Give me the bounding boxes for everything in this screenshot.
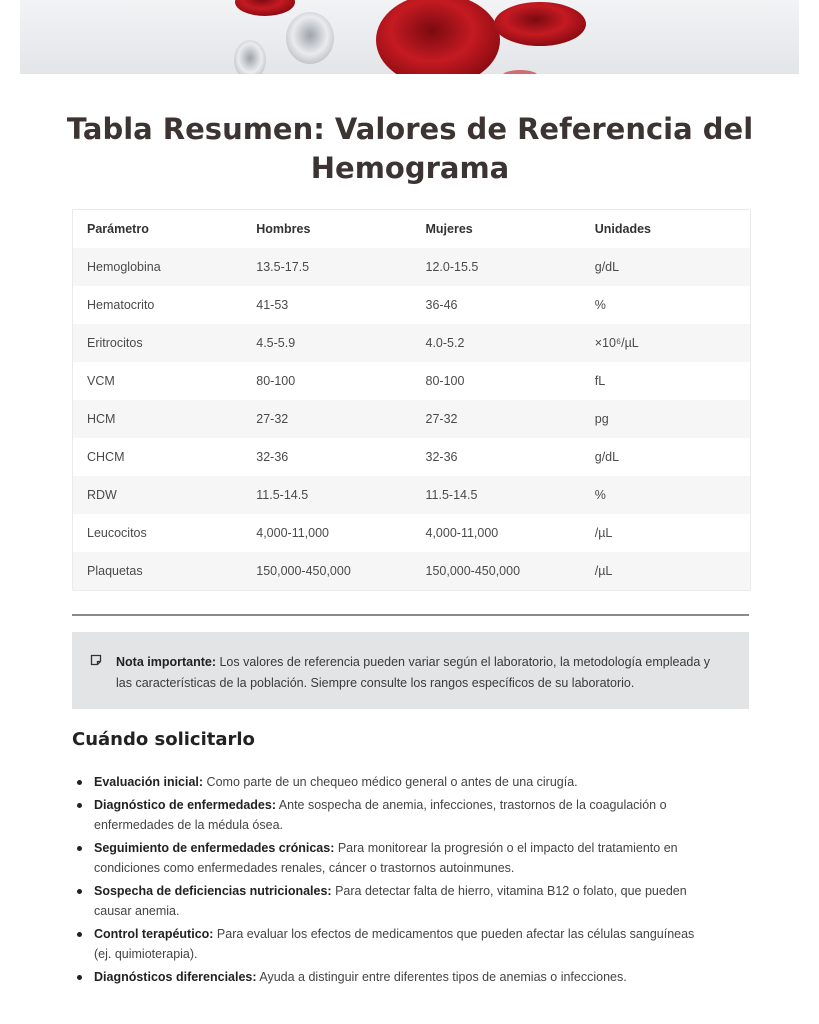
table-cell: 80-100: [256, 374, 296, 388]
table-cell: 80-100: [425, 374, 465, 388]
note-icon: [90, 654, 102, 666]
note-body: Los valores de referencia pueden variar según el laboratorio, la metodología empleada y las características de la población. Siempre consulte los rangos específicos de su laboratorio.: [116, 655, 711, 690]
table-cell: 150,000-450,000: [412, 552, 581, 590]
list-item: [72, 924, 712, 964]
list-item-label: Evaluación inicial:: [94, 775, 204, 789]
table-row: [73, 286, 750, 324]
table-cell: 11.5-14.5: [242, 476, 411, 514]
column-header: Hombres: [256, 222, 311, 236]
page-title: Tabla Resumen: Valores de Referencia del Hemograma: [66, 112, 754, 185]
list-item-text: Como parte de un chequeo médico general o antes de una cirugía.: [203, 775, 578, 789]
important-note-callout: [72, 632, 749, 709]
table-row: [73, 324, 750, 362]
column-header: Parámetro: [87, 222, 149, 236]
table-cell: 4,000-11,000: [425, 526, 499, 540]
table-cell: %: [581, 476, 750, 514]
note-label: Nota importante:: [116, 655, 216, 669]
table-cell: g/dL: [581, 248, 750, 286]
table-cell: 11.5-14.5: [412, 476, 581, 514]
table-cell: 4.0-5.2: [412, 324, 581, 362]
table-cell: 27-32: [412, 400, 581, 438]
blood-cells-illustration: [20, 0, 799, 74]
table-cell: 12.0-15.5: [412, 248, 581, 286]
table-cell: /µL: [581, 552, 750, 590]
list-item-text: Ayuda a distinguir entre diferentes tipos de anemias o infecciones.: [256, 970, 627, 984]
table-cell: Plaquetas: [73, 552, 242, 590]
bullet-icon: [77, 889, 82, 894]
column-header: Mujeres: [425, 222, 473, 236]
table-cell: %: [594, 298, 606, 312]
table-cell: 27-32: [242, 400, 411, 438]
table-cell: 4.5-5.9: [242, 324, 411, 362]
table-cell: 32-36: [256, 450, 289, 464]
table-cell: Leucocitos: [87, 526, 147, 540]
list-item: [72, 795, 712, 835]
hero-banner-image: [20, 0, 799, 74]
list-item-label: Diagnósticos diferenciales:: [94, 970, 257, 984]
indications-list: [72, 772, 712, 990]
table-row: [73, 514, 750, 552]
table-cell: fL: [594, 374, 606, 388]
table-cell: RDW: [73, 476, 242, 514]
table-cell: 36-46: [425, 298, 458, 312]
list-item: [72, 772, 712, 792]
reference-values-table: [72, 209, 751, 591]
table-cell: Hematocrito: [87, 298, 155, 312]
list-item-label: Sospecha de deficiencias nutricionales:: [94, 884, 332, 898]
bullet-icon: [77, 932, 82, 937]
table-cell: /µL: [594, 526, 613, 540]
table-row: [73, 248, 750, 286]
list-item-text: Ante sospecha de anemia, infecciones, trastornos de la coagulación o enfermedades de la médula ósea.: [94, 798, 667, 832]
table-row: [73, 438, 750, 476]
table-cell: ×10⁶/µL: [581, 324, 750, 362]
list-item-label: Seguimiento de enfermedades crónicas:: [94, 841, 335, 855]
table-row: [73, 400, 750, 438]
list-item: [72, 838, 712, 878]
table-cell: Hemoglobina: [73, 248, 242, 286]
table-cell: 4,000-11,000: [256, 526, 329, 540]
list-item-text: Para detectar falta de hierro, vitamina B12 o folato, que pueden causar anemia.: [94, 884, 687, 918]
list-item-label: Diagnóstico de enfermedades:: [94, 798, 276, 812]
table-cell: 41-53: [256, 298, 289, 312]
column-header: Unidades: [594, 222, 652, 236]
table-row: [73, 476, 750, 514]
list-item-label: Control terapéutico:: [94, 927, 214, 941]
table-row: [73, 362, 750, 400]
table-cell: g/dL: [594, 450, 620, 464]
table-cell: Eritrocitos: [73, 324, 242, 362]
list-item: [72, 881, 712, 921]
bullet-icon: [77, 803, 82, 808]
table-row: [73, 552, 750, 590]
list-item-text: Para monitorear la progresión o el impacto del tratamiento en condiciones como enfermedades renales, cáncer o trastornos autoinmunes.: [94, 841, 678, 875]
list-item: [72, 967, 712, 987]
bullet-icon: [77, 780, 82, 785]
bullet-icon: [77, 846, 82, 851]
table-header-row: [73, 210, 750, 248]
table-cell: 32-36: [425, 450, 458, 464]
note-text: [116, 655, 710, 690]
section-divider: [72, 614, 749, 616]
table-cell: pg: [581, 400, 750, 438]
section-heading: Cuándo solicitarlo: [72, 729, 255, 750]
bullet-icon: [77, 975, 82, 980]
table-cell: HCM: [73, 400, 242, 438]
table-cell: CHCM: [87, 450, 125, 464]
table-cell: 150,000-450,000: [242, 552, 411, 590]
table-cell: VCM: [87, 374, 115, 388]
table-cell: 13.5-17.5: [242, 248, 411, 286]
list-item-text: Para evaluar los efectos de medicamentos que pueden afectar las células sanguíneas (ej. quimioterapia).: [94, 927, 695, 961]
